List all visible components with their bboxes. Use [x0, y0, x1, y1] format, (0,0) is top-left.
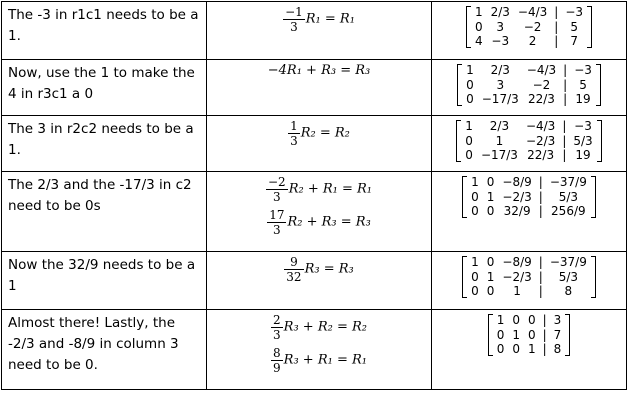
row-operation — [213, 255, 425, 284]
coefficient-fraction — [283, 5, 305, 34]
step-row — [2, 310, 627, 390]
coefficient-fraction — [284, 255, 303, 284]
operation-text: R₂ = R₂ — [300, 125, 350, 141]
augment-separator: | — [562, 133, 567, 148]
matrix-entry: 0 — [527, 327, 536, 342]
matrix-entry: −37/9 — [549, 175, 587, 189]
matrix-entry: 19 — [575, 148, 591, 162]
matrix-row — [471, 20, 587, 35]
augmented-matrix-cell — [432, 116, 627, 172]
augmented-matrix-cell — [432, 252, 627, 310]
matrix-entry: −3 — [574, 119, 592, 133]
matrix-brackets — [462, 255, 596, 299]
matrix-entry: −8/9 — [502, 175, 532, 189]
augment-separator: | — [542, 327, 547, 342]
matrix-entry: −17/3 — [481, 92, 519, 106]
step-row — [2, 60, 627, 116]
matrix-entry: 2/3 — [490, 63, 510, 77]
matrix-entry: 0 — [486, 255, 495, 269]
matrix-entry: −2/3 — [502, 269, 532, 284]
augmented-matrix — [462, 63, 596, 107]
fraction-denominator: 3 — [290, 134, 298, 148]
matrix-entry: 1 — [513, 284, 521, 298]
operation-text: R₃ + R₁ = R₁ — [283, 352, 367, 368]
row-operation — [213, 313, 425, 342]
row-operations-cell — [207, 116, 432, 172]
matrix-entry: −2 — [532, 77, 551, 92]
augment-separator: | — [538, 189, 543, 204]
matrix-row — [467, 204, 591, 219]
augment-separator: | — [538, 175, 543, 189]
fraction-denominator: 32 — [286, 270, 302, 284]
augmented-matrix — [467, 175, 591, 219]
operation-text: R₃ + R₂ = R₂ — [283, 319, 367, 335]
operation-text: R₂ + R₁ = R₁ — [288, 181, 373, 197]
matrix-entry: −2/3 — [502, 189, 532, 204]
matrix-entry: 0 — [465, 133, 473, 148]
coefficient-fraction — [288, 119, 300, 148]
matrix-row — [462, 92, 596, 107]
matrix-entry: 0 — [512, 342, 520, 356]
operation-text: −4R₁ + R₃ = R₃ — [267, 63, 371, 78]
matrix-entry: 5/3 — [558, 269, 578, 284]
matrix-entry: 8 — [564, 284, 573, 298]
coefficient-fraction — [266, 175, 288, 204]
coefficient-fraction — [271, 346, 283, 375]
matrix-entry: −2 — [523, 19, 542, 34]
matrix-row — [493, 342, 566, 357]
row-operation — [213, 63, 425, 80]
fraction-numerator: −2 — [267, 175, 286, 189]
fraction-denominator: 3 — [273, 190, 281, 204]
augmented-matrix-cell — [432, 172, 627, 252]
matrix-entry: 1 — [466, 63, 474, 77]
matrix-entry: 5/3 — [558, 189, 578, 204]
fraction-numerator: 2 — [273, 313, 281, 327]
step-description: The 3 in r2c2 needs to be a 1. — [2, 116, 207, 172]
matrix-entry: 5 — [570, 19, 578, 34]
augmented-matrix — [471, 5, 587, 49]
matrix-entry: 0 — [466, 92, 474, 106]
row-operations-cell — [207, 172, 432, 252]
step-description: Now, use the 1 to make the 4 in r3c1 a 0 — [2, 60, 207, 116]
matrix-entry: 19 — [575, 92, 591, 106]
augmented-matrix-cell — [432, 2, 627, 60]
fraction-denominator: 9 — [273, 361, 281, 375]
matrix-entry: 0 — [474, 19, 483, 34]
augment-separator: | — [554, 19, 559, 34]
matrix-entry: 2 — [528, 34, 537, 48]
matrix-entry: 1 — [471, 175, 479, 189]
matrix-entry: 1 — [527, 342, 536, 356]
matrix-entry: 0 — [496, 342, 505, 356]
row-operations-cell — [207, 2, 432, 60]
matrix-entry: 0 — [486, 175, 495, 189]
matrix-entry: 3 — [496, 77, 505, 92]
matrix-entry: 256/9 — [551, 204, 586, 218]
matrix-entry: 2/3 — [490, 5, 510, 19]
coefficient-fraction — [267, 208, 286, 237]
matrix-entry: 0 — [496, 327, 505, 342]
augment-separator: | — [554, 34, 559, 48]
matrix-brackets — [462, 175, 596, 219]
step-description: Now the 32/9 needs to be a 1 — [2, 252, 207, 310]
fraction-denominator: 3 — [290, 20, 298, 34]
step-description: Almost there! Lastly, the -2/3 and -8/9 in column 3 need to be 0. — [2, 310, 207, 390]
matrix-entry: −3 — [574, 63, 592, 77]
row-reduction-steps-table — [1, 1, 627, 390]
matrix-brackets — [456, 119, 601, 163]
matrix-entry: 1 — [486, 269, 495, 284]
matrix-entry: 1 — [486, 189, 495, 204]
augment-separator: | — [563, 92, 568, 106]
matrix-brackets — [457, 63, 601, 107]
augment-separator: | — [538, 284, 543, 298]
row-operation — [213, 119, 425, 148]
augmented-matrix — [467, 255, 591, 299]
matrix-entry: 32/9 — [503, 204, 531, 218]
fraction-numerator: 1 — [290, 119, 298, 133]
matrix-row — [461, 119, 596, 134]
augment-separator: | — [562, 148, 567, 162]
matrix-entry: 8 — [553, 342, 562, 356]
matrix-row — [462, 78, 596, 93]
augmented-matrix — [461, 119, 596, 163]
matrix-brackets — [488, 313, 571, 357]
row-operation — [213, 5, 425, 34]
matrix-entry: −2/3 — [525, 133, 556, 148]
matrix-entry: 1 — [512, 327, 520, 342]
matrix-entry: 1 — [474, 5, 483, 19]
fraction-numerator: −1 — [285, 5, 303, 19]
augment-separator: | — [538, 269, 543, 284]
matrix-entry: 22/3 — [527, 148, 555, 162]
step-row — [2, 2, 627, 60]
row-operations-cell — [207, 252, 432, 310]
augment-separator: | — [538, 204, 543, 218]
matrix-entry: 2/3 — [489, 119, 510, 133]
matrix-entry: −3 — [491, 34, 510, 48]
fraction-numerator: 8 — [273, 346, 281, 360]
matrix-entry: 1 — [471, 255, 479, 269]
matrix-row — [461, 148, 596, 163]
augmented-matrix — [493, 313, 566, 357]
matrix-row — [471, 34, 587, 49]
matrix-entry: 5 — [579, 77, 587, 92]
augment-separator: | — [562, 119, 567, 133]
matrix-entry: −4/3 — [525, 119, 556, 133]
matrix-row — [467, 270, 591, 285]
augment-separator: | — [542, 342, 547, 356]
matrix-row — [467, 255, 591, 270]
matrix-entry: 4 — [474, 34, 483, 48]
step-row — [2, 252, 627, 310]
step-row — [2, 172, 627, 252]
matrix-entry: 1 — [465, 119, 473, 133]
augment-separator: | — [563, 77, 568, 92]
matrix-row — [493, 328, 566, 343]
matrix-entry: −8/9 — [502, 255, 532, 269]
matrix-entry: 0 — [471, 204, 479, 218]
matrix-entry: 22/3 — [527, 92, 555, 106]
matrix-entry: 0 — [471, 284, 479, 298]
matrix-entry: 0 — [486, 204, 495, 218]
matrix-entry: 0 — [527, 313, 536, 327]
matrix-row — [467, 175, 591, 190]
step-description: The 2/3 and the -17/3 in c2 need to be 0s — [2, 172, 207, 252]
matrix-entry: 0 — [512, 313, 520, 327]
matrix-entry: 3 — [496, 19, 505, 34]
steps-table-body — [2, 2, 627, 390]
matrix-entry: −4/3 — [517, 5, 548, 19]
augment-separator: | — [554, 5, 559, 19]
row-operation — [213, 208, 425, 237]
augment-separator: | — [542, 313, 547, 327]
matrix-entry: 0 — [471, 189, 479, 204]
matrix-entry: 1 — [496, 313, 505, 327]
matrix-entry: −17/3 — [480, 148, 518, 162]
operation-text: R₁ = R₁ — [305, 11, 355, 27]
augmented-matrix-cell — [432, 310, 627, 390]
augment-separator: | — [538, 255, 543, 269]
matrix-entry: 0 — [486, 284, 495, 298]
matrix-brackets — [466, 5, 592, 49]
matrix-row — [493, 313, 566, 328]
fraction-numerator: 9 — [284, 255, 303, 270]
step-row — [2, 116, 627, 172]
matrix-entry: 1 — [495, 133, 504, 148]
row-operation — [213, 175, 425, 204]
operation-text: R₃ = R₃ — [304, 261, 354, 277]
augment-separator: | — [563, 63, 568, 77]
matrix-entry: 0 — [465, 148, 473, 162]
fraction-numerator: 17 — [269, 208, 285, 222]
coefficient-fraction — [271, 313, 283, 342]
matrix-entry: 7 — [570, 34, 578, 48]
matrix-row — [462, 63, 596, 78]
matrix-entry: 0 — [471, 269, 479, 284]
operation-text: R₂ + R₃ = R₃ — [287, 214, 371, 230]
matrix-entry: −4/3 — [526, 63, 557, 77]
augmented-matrix-cell — [432, 60, 627, 116]
row-operations-cell — [207, 60, 432, 116]
step-description: The -3 in r1c1 needs to be a 1. — [2, 2, 207, 60]
row-operation — [213, 346, 425, 375]
matrix-row — [467, 284, 591, 299]
fraction-denominator: 3 — [273, 223, 281, 237]
matrix-row — [471, 5, 587, 20]
matrix-entry: 0 — [466, 77, 474, 92]
matrix-row — [467, 190, 591, 205]
matrix-row — [461, 134, 596, 149]
row-operations-cell — [207, 310, 432, 390]
matrix-entry: 7 — [553, 327, 562, 342]
matrix-entry: −37/9 — [549, 255, 587, 269]
fraction-denominator: 3 — [273, 328, 281, 342]
matrix-entry: 5/3 — [573, 133, 593, 148]
matrix-entry: −3 — [565, 5, 584, 19]
matrix-entry: 3 — [553, 313, 562, 327]
